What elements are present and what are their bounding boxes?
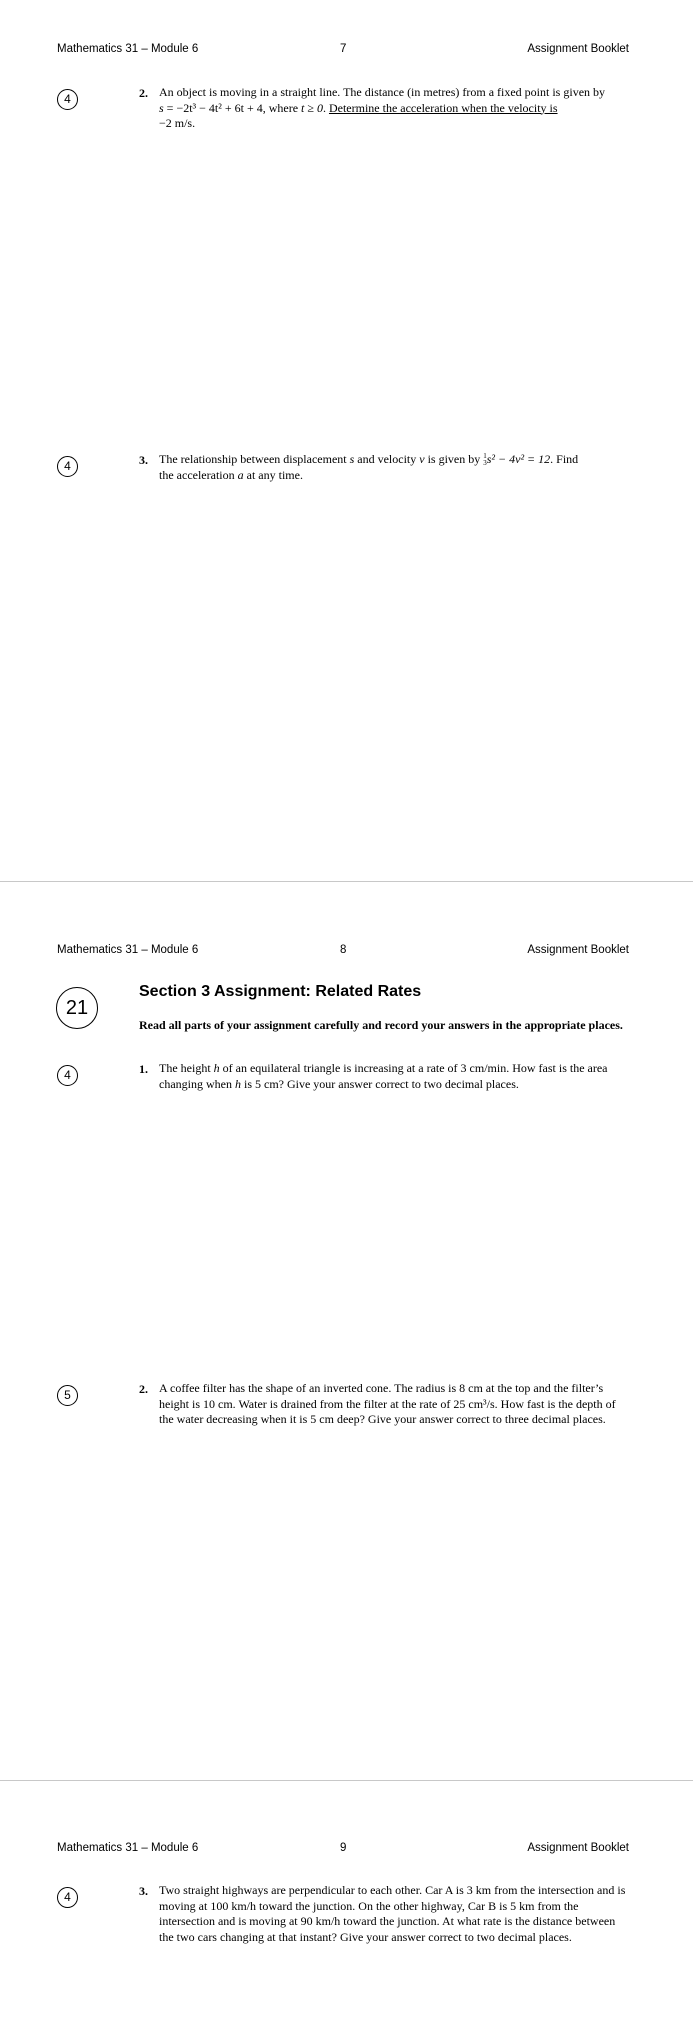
question-text-part: of an equilateral triangle is increasing at a rate of 3 cm/min. How fast is the area changing when [159, 1061, 608, 1091]
marks-badge: 4 [57, 1887, 78, 1908]
page-8 [0, 882, 693, 1780]
velocity-value: −2 m/s. [159, 116, 196, 130]
formula-body: = −2t³ − 4t² + 6t + 4 [163, 100, 263, 115]
fraction-denominator: 3 [483, 459, 487, 468]
question-text-part: The relationship between displacement [159, 452, 350, 466]
question-text-part: . How fast is the depth of the water decreasing when it is 5 cm deep? Give your answer correct to three decimal places. [159, 1396, 616, 1426]
header-page-number: 8 [340, 944, 347, 956]
marks-badge: 5 [57, 1385, 78, 1406]
question-text [159, 85, 629, 132]
instructions: Read all parts of your assignment carefully and record your answers in the appropriate places. [139, 1018, 623, 1032]
page-9 [0, 1781, 693, 2018]
question-text [159, 452, 629, 483]
formula-variable: s [159, 100, 164, 115]
question-text [159, 1381, 629, 1428]
question-number: 2. [139, 1382, 148, 1396]
question-text [159, 1061, 629, 1092]
question-number: 3. [139, 453, 148, 467]
variable-v: v [419, 452, 425, 466]
variable-s: s [349, 452, 355, 466]
equation: s² − 4v² = 12 [486, 452, 551, 466]
question-text-part: A coffee filter has the shape of an inverted cone. The radius is 8 cm at the top and the filter’s height is 10 cm. Water is drained from the filter at the rate of [159, 1381, 604, 1411]
header-course: Mathematics 31 – Module 6 [57, 944, 199, 956]
header-page-number: 9 [340, 1842, 347, 1854]
marks-badge: 4 [57, 89, 78, 110]
section-marks-badge: 21 [56, 987, 98, 1029]
marks-badge: 4 [57, 1065, 78, 1086]
question-text-period: . [322, 100, 329, 115]
marks-badge: 4 [57, 456, 78, 477]
header-booklet: Assignment Booklet [527, 1842, 629, 1854]
question-text-part: at any time. [243, 467, 303, 482]
header-booklet: Assignment Booklet [527, 43, 629, 55]
header-booklet: Assignment Booklet [527, 944, 629, 956]
question-text-where: , where [262, 100, 302, 115]
question-text-part: is given by [424, 452, 484, 466]
section-title: Section 3 Assignment: Related Rates [139, 983, 422, 1000]
question-number: 2. [139, 86, 148, 100]
question-text-intro: An object is moving in a straight line. The distance (in metres) from a fixed point is given by [159, 85, 606, 99]
header-course: Mathematics 31 – Module 6 [57, 1842, 199, 1854]
question-text-part: and velocity [354, 452, 420, 466]
question-text: Two straight highways are perpendicular to each other. Car A is 3 km from the intersection and is moving at 100 km/h toward the junction. On the other highway, Car B is 5 km from the intersection and is moving at 90 km/h toward the junction. At what rate is the distance between the two cars changing at that instant? Give your answer correct to two decimal places. [159, 1883, 626, 1944]
variable-a: a [237, 467, 244, 482]
question-text-part: is 5 cm? Give your answer correct to two decimal places. [240, 1076, 519, 1091]
header-page-number: 7 [340, 43, 347, 55]
page-7 [0, 0, 693, 881]
question-number: 1. [139, 1062, 148, 1076]
question-task-underlined: Determine the acceleration when the velocity is [328, 100, 558, 115]
question-text-part: the acceleration [159, 467, 238, 482]
question-number: 3. [139, 1884, 148, 1898]
formula-condition: t ≥ 0 [301, 100, 323, 115]
variable-h: h [213, 1061, 220, 1075]
question-text-part: The height [159, 1061, 214, 1075]
variable-h: h [234, 1076, 241, 1091]
fraction-numerator: 1 [483, 452, 487, 461]
header-course: Mathematics 31 – Module 6 [57, 43, 199, 55]
question-text-part: . Find [550, 452, 579, 466]
drain-rate: 25 cm³/s [453, 1396, 495, 1411]
